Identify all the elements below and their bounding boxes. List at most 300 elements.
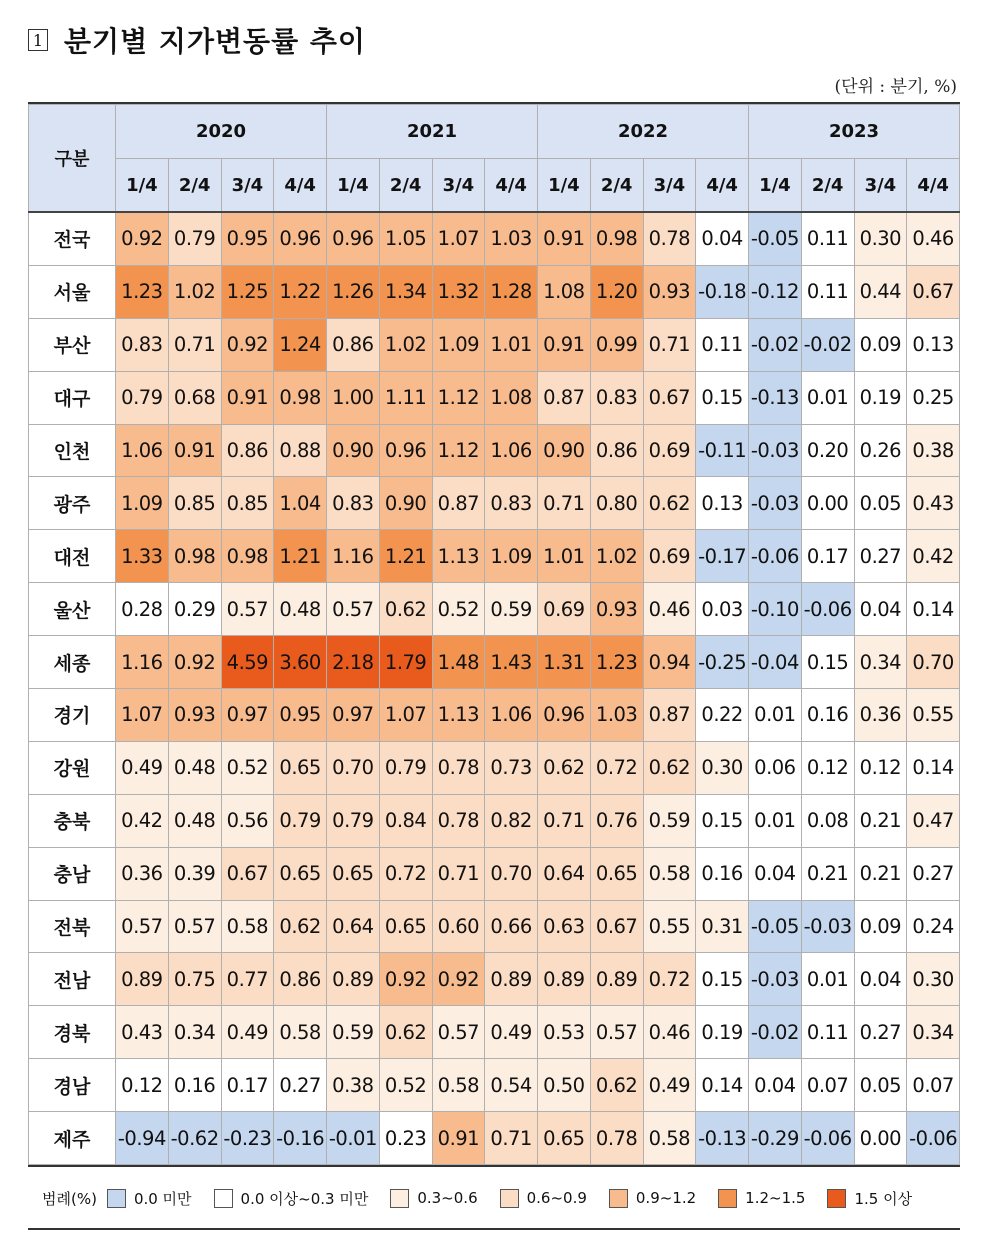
region-label: 충북: [29, 794, 116, 847]
value-cell: 0.71: [643, 318, 696, 371]
value-cell: 0.71: [168, 318, 221, 371]
region-label: 서울: [29, 265, 116, 318]
value-cell: 0.12: [801, 741, 854, 794]
legend-item: [500, 1189, 587, 1208]
value-cell: 0.05: [854, 1059, 907, 1112]
section-number-box: 1: [28, 29, 48, 51]
value-cell: 0.64: [327, 900, 380, 953]
value-cell: -0.03: [801, 900, 854, 953]
value-cell: -0.17: [696, 530, 749, 583]
region-label: 인천: [29, 424, 116, 477]
value-cell: 0.04: [749, 1059, 802, 1112]
value-cell: 0.13: [907, 318, 960, 371]
value-cell: 1.31: [538, 636, 591, 689]
value-cell: 0.96: [379, 424, 432, 477]
value-cell: 0.62: [538, 741, 591, 794]
value-cell: 1.22: [274, 265, 327, 318]
value-cell: -0.62: [168, 1112, 221, 1165]
legend-text: 1.5 이상: [854, 1189, 913, 1208]
value-cell: 0.70: [327, 741, 380, 794]
value-cell: -0.06: [801, 1112, 854, 1165]
value-cell: 0.46: [643, 1006, 696, 1059]
value-cell: 0.87: [432, 477, 485, 530]
quarter-header: 3/4: [854, 159, 907, 213]
value-cell: 0.91: [221, 371, 274, 424]
value-cell: 0.46: [907, 212, 960, 265]
value-cell: 0.57: [168, 900, 221, 953]
legend-text: 0.9~1.2: [635, 1189, 697, 1207]
region-label: 경남: [29, 1059, 116, 1112]
value-cell: 0.91: [538, 318, 591, 371]
value-cell: -0.02: [801, 318, 854, 371]
value-cell: 0.17: [221, 1059, 274, 1112]
quarter-header: 4/4: [485, 159, 538, 213]
quarter-header: 2/4: [801, 159, 854, 213]
data-table-wrapper: [28, 102, 960, 1167]
value-cell: 0.69: [643, 424, 696, 477]
value-cell: 0.49: [485, 1006, 538, 1059]
value-cell: 0.23: [379, 1112, 432, 1165]
value-cell: 0.62: [643, 477, 696, 530]
region-label: 세종: [29, 636, 116, 689]
value-cell: 0.86: [274, 953, 327, 1006]
value-cell: 0.05: [854, 477, 907, 530]
value-cell: 0.43: [907, 477, 960, 530]
value-cell: 0.65: [327, 847, 380, 900]
value-cell: 0.83: [327, 477, 380, 530]
value-cell: 0.89: [590, 953, 643, 1006]
value-cell: 0.38: [907, 424, 960, 477]
value-cell: 0.06: [749, 741, 802, 794]
value-cell: 0.65: [379, 900, 432, 953]
value-cell: 1.12: [432, 424, 485, 477]
value-cell: 0.99: [590, 318, 643, 371]
region-label: 충남: [29, 847, 116, 900]
value-cell: 0.39: [168, 847, 221, 900]
value-cell: 0.65: [274, 847, 327, 900]
value-cell: 1.07: [379, 689, 432, 742]
value-cell: -0.10: [749, 583, 802, 636]
value-cell: 0.64: [538, 847, 591, 900]
value-cell: 0.17: [801, 530, 854, 583]
value-cell: 0.49: [221, 1006, 274, 1059]
value-cell: 0.70: [485, 847, 538, 900]
table-row: [29, 741, 960, 794]
value-cell: 0.59: [643, 794, 696, 847]
table-row: [29, 794, 960, 847]
value-cell: -0.03: [749, 477, 802, 530]
value-cell: 1.13: [432, 689, 485, 742]
year-header: 2021: [327, 105, 538, 159]
table-row: [29, 265, 960, 318]
legend: [28, 1178, 960, 1218]
legend-text: 0.6~0.9: [526, 1189, 587, 1207]
value-cell: 0.21: [854, 847, 907, 900]
value-cell: 0.86: [327, 318, 380, 371]
value-cell: 0.89: [485, 953, 538, 1006]
value-cell: 1.24: [274, 318, 327, 371]
value-cell: 0.48: [274, 583, 327, 636]
value-cell: 0.77: [221, 953, 274, 1006]
quarter-header: 2/4: [168, 159, 221, 213]
value-cell: -0.06: [801, 583, 854, 636]
value-cell: 0.36: [116, 847, 169, 900]
value-cell: 0.83: [116, 318, 169, 371]
value-cell: 0.19: [854, 371, 907, 424]
value-cell: 0.30: [696, 741, 749, 794]
value-cell: 0.92: [432, 953, 485, 1006]
value-cell: 1.13: [432, 530, 485, 583]
value-cell: 0.71: [538, 794, 591, 847]
value-cell: 1.23: [116, 265, 169, 318]
region-label: 경기: [29, 689, 116, 742]
value-cell: 1.01: [538, 530, 591, 583]
value-cell: 0.03: [696, 583, 749, 636]
page-title: [28, 20, 366, 60]
value-cell: 0.15: [801, 636, 854, 689]
value-cell: 0.27: [907, 847, 960, 900]
legend-swatch: [718, 1189, 737, 1208]
value-cell: 0.21: [801, 847, 854, 900]
value-cell: 0.42: [907, 530, 960, 583]
value-cell: 0.71: [432, 847, 485, 900]
value-cell: 0.79: [116, 371, 169, 424]
value-cell: 3.60: [274, 636, 327, 689]
value-cell: 1.02: [590, 530, 643, 583]
value-cell: 0.48: [168, 794, 221, 847]
value-cell: 0.87: [538, 371, 591, 424]
value-cell: 1.34: [379, 265, 432, 318]
value-cell: 0.69: [643, 530, 696, 583]
value-cell: -0.11: [696, 424, 749, 477]
value-cell: 1.06: [485, 424, 538, 477]
value-cell: 0.57: [116, 900, 169, 953]
value-cell: 0.11: [696, 318, 749, 371]
value-cell: 0.97: [221, 689, 274, 742]
value-cell: 0.49: [643, 1059, 696, 1112]
value-cell: 0.98: [590, 212, 643, 265]
unit-note: (단위 : 분기, %): [834, 77, 957, 97]
legend-swatch: [214, 1189, 233, 1208]
value-cell: -0.12: [749, 265, 802, 318]
value-cell: 1.21: [274, 530, 327, 583]
value-cell: 0.67: [643, 371, 696, 424]
value-cell: 0.21: [854, 794, 907, 847]
value-cell: 4.59: [221, 636, 274, 689]
region-label: 울산: [29, 583, 116, 636]
value-cell: 0.78: [643, 212, 696, 265]
value-cell: 1.16: [116, 636, 169, 689]
value-cell: 0.04: [749, 847, 802, 900]
value-cell: 0.80: [590, 477, 643, 530]
legend-item: [107, 1188, 192, 1209]
value-cell: 1.26: [327, 265, 380, 318]
value-cell: 1.09: [485, 530, 538, 583]
value-cell: 0.34: [168, 1006, 221, 1059]
value-cell: 1.32: [432, 265, 485, 318]
value-cell: 0.91: [168, 424, 221, 477]
value-cell: 1.08: [485, 371, 538, 424]
region-label: 전국: [29, 212, 116, 265]
value-cell: 0.34: [854, 636, 907, 689]
value-cell: 0.68: [168, 371, 221, 424]
value-cell: 0.12: [116, 1059, 169, 1112]
value-cell: 2.18: [327, 636, 380, 689]
table-row: [29, 1059, 960, 1112]
value-cell: 0.91: [432, 1112, 485, 1165]
value-cell: 0.44: [854, 265, 907, 318]
value-cell: 0.79: [379, 741, 432, 794]
value-cell: -0.01: [327, 1112, 380, 1165]
value-cell: 0.62: [379, 583, 432, 636]
value-cell: 0.97: [327, 689, 380, 742]
legend-swatch: [107, 1189, 126, 1208]
value-cell: 0.20: [801, 424, 854, 477]
value-cell: 0.92: [379, 953, 432, 1006]
value-cell: 1.21: [379, 530, 432, 583]
value-cell: -0.13: [696, 1112, 749, 1165]
value-cell: 0.79: [168, 212, 221, 265]
value-cell: 0.66: [485, 900, 538, 953]
table-row: [29, 424, 960, 477]
value-cell: 1.43: [485, 636, 538, 689]
quarter-header-row: [29, 159, 960, 213]
value-cell: 0.01: [801, 953, 854, 1006]
value-cell: 0.57: [221, 583, 274, 636]
quarter-header: 1/4: [749, 159, 802, 213]
quarter-header: 4/4: [274, 159, 327, 213]
value-cell: 0.71: [538, 477, 591, 530]
value-cell: 0.89: [116, 953, 169, 1006]
value-cell: 0.98: [274, 371, 327, 424]
legend-text: 0.0 이상~0.3 미만: [240, 1189, 369, 1208]
value-cell: 0.14: [907, 583, 960, 636]
value-cell: -0.05: [749, 212, 802, 265]
value-cell: 0.71: [485, 1112, 538, 1165]
table-row: [29, 530, 960, 583]
value-cell: 0.00: [854, 1112, 907, 1165]
table-row: [29, 371, 960, 424]
value-cell: 0.16: [801, 689, 854, 742]
value-cell: 0.14: [696, 1059, 749, 1112]
value-cell: 0.14: [907, 741, 960, 794]
value-cell: 0.27: [274, 1059, 327, 1112]
bottom-rule: [28, 1228, 960, 1230]
value-cell: 0.07: [907, 1059, 960, 1112]
value-cell: 1.03: [590, 689, 643, 742]
value-cell: 0.49: [116, 741, 169, 794]
year-header: 2020: [116, 105, 327, 159]
value-cell: 0.96: [538, 689, 591, 742]
value-cell: -0.06: [907, 1112, 960, 1165]
value-cell: 1.25: [221, 265, 274, 318]
value-cell: 1.06: [116, 424, 169, 477]
value-cell: 0.96: [274, 212, 327, 265]
value-cell: 1.09: [116, 477, 169, 530]
legend-swatch: [390, 1189, 409, 1208]
value-cell: 0.98: [168, 530, 221, 583]
value-cell: 0.92: [221, 318, 274, 371]
value-cell: 0.84: [379, 794, 432, 847]
value-cell: -0.18: [696, 265, 749, 318]
table-row: [29, 1112, 960, 1165]
quarter-header: 2/4: [590, 159, 643, 213]
value-cell: 0.34: [907, 1006, 960, 1059]
value-cell: 0.50: [538, 1059, 591, 1112]
legend-swatch: [827, 1189, 846, 1208]
value-cell: 0.57: [327, 583, 380, 636]
quarter-header: 3/4: [432, 159, 485, 213]
value-cell: 0.70: [907, 636, 960, 689]
value-cell: 0.07: [801, 1059, 854, 1112]
value-cell: 0.87: [643, 689, 696, 742]
value-cell: 0.00: [801, 477, 854, 530]
legend-item: [609, 1189, 696, 1208]
value-cell: 0.78: [432, 741, 485, 794]
value-cell: 0.25: [907, 371, 960, 424]
value-cell: 0.52: [379, 1059, 432, 1112]
value-cell: 0.11: [801, 265, 854, 318]
region-label: 강원: [29, 741, 116, 794]
value-cell: 0.48: [168, 741, 221, 794]
value-cell: 0.58: [643, 847, 696, 900]
value-cell: 0.59: [485, 583, 538, 636]
value-cell: 0.85: [221, 477, 274, 530]
value-cell: 0.29: [168, 583, 221, 636]
value-cell: -0.06: [749, 530, 802, 583]
value-cell: -0.04: [749, 636, 802, 689]
year-header: 2023: [749, 105, 960, 159]
value-cell: 0.65: [274, 741, 327, 794]
value-cell: 1.12: [432, 371, 485, 424]
legend-text: 1.2~1.5: [745, 1189, 806, 1207]
value-cell: 0.96: [327, 212, 380, 265]
value-cell: 1.33: [116, 530, 169, 583]
land-price-table: [28, 104, 960, 1165]
value-cell: 1.04: [274, 477, 327, 530]
value-cell: 0.24: [907, 900, 960, 953]
value-cell: -0.13: [749, 371, 802, 424]
value-cell: 0.63: [538, 900, 591, 953]
value-cell: 0.12: [854, 741, 907, 794]
value-cell: 0.01: [749, 689, 802, 742]
quarter-header: 3/4: [221, 159, 274, 213]
value-cell: -0.23: [221, 1112, 274, 1165]
table-row: [29, 583, 960, 636]
value-cell: 0.22: [696, 689, 749, 742]
value-cell: 0.72: [590, 741, 643, 794]
title-text: 분기별 지가변동률 추이: [64, 25, 366, 58]
value-cell: 0.26: [854, 424, 907, 477]
value-cell: 0.42: [116, 794, 169, 847]
legend-item: [827, 1188, 912, 1209]
legend-item: [390, 1189, 477, 1208]
region-label: 제주: [29, 1112, 116, 1165]
value-cell: 0.04: [854, 583, 907, 636]
value-cell: 1.02: [379, 318, 432, 371]
value-cell: 0.65: [538, 1112, 591, 1165]
value-cell: 0.83: [590, 371, 643, 424]
region-label: 전북: [29, 900, 116, 953]
table-body: [29, 212, 960, 1165]
value-cell: -0.29: [749, 1112, 802, 1165]
value-cell: 0.93: [643, 265, 696, 318]
value-cell: 0.73: [485, 741, 538, 794]
table-row: [29, 1006, 960, 1059]
value-cell: 0.31: [696, 900, 749, 953]
value-cell: 0.62: [274, 900, 327, 953]
value-cell: 1.07: [116, 689, 169, 742]
value-cell: 0.36: [854, 689, 907, 742]
value-cell: 0.46: [643, 583, 696, 636]
table-row: [29, 847, 960, 900]
legend-swatch: [609, 1189, 628, 1208]
legend-swatch: [500, 1189, 519, 1208]
value-cell: 0.62: [643, 741, 696, 794]
value-cell: 0.59: [327, 1006, 380, 1059]
quarter-header: 3/4: [643, 159, 696, 213]
value-cell: 0.72: [379, 847, 432, 900]
value-cell: 0.85: [168, 477, 221, 530]
legend-text: 0.0 미만: [133, 1189, 192, 1208]
value-cell: 0.95: [274, 689, 327, 742]
value-cell: 0.58: [643, 1112, 696, 1165]
value-cell: 1.11: [379, 371, 432, 424]
value-cell: -0.25: [696, 636, 749, 689]
value-cell: 0.04: [854, 953, 907, 1006]
corner-label: 구분: [29, 105, 116, 213]
value-cell: 0.82: [485, 794, 538, 847]
value-cell: 0.52: [221, 741, 274, 794]
value-cell: 0.65: [590, 847, 643, 900]
value-cell: 1.01: [485, 318, 538, 371]
value-cell: -0.05: [749, 900, 802, 953]
value-cell: 0.67: [590, 900, 643, 953]
year-header: 2022: [538, 105, 749, 159]
value-cell: 0.94: [643, 636, 696, 689]
value-cell: 0.60: [432, 900, 485, 953]
value-cell: 1.79: [379, 636, 432, 689]
value-cell: 0.09: [854, 318, 907, 371]
value-cell: 1.28: [485, 265, 538, 318]
value-cell: 0.75: [168, 953, 221, 1006]
value-cell: 0.86: [590, 424, 643, 477]
value-cell: 0.47: [907, 794, 960, 847]
value-cell: 0.93: [168, 689, 221, 742]
value-cell: 0.04: [696, 212, 749, 265]
value-cell: 0.88: [274, 424, 327, 477]
value-cell: 0.62: [379, 1006, 432, 1059]
table-row: [29, 953, 960, 1006]
value-cell: 0.55: [907, 689, 960, 742]
legend-label: 범례(%): [42, 1189, 97, 1208]
value-cell: 0.93: [590, 583, 643, 636]
table-row: [29, 689, 960, 742]
region-label: 대전: [29, 530, 116, 583]
value-cell: -0.16: [274, 1112, 327, 1165]
year-header-row: [29, 105, 960, 159]
value-cell: 0.79: [274, 794, 327, 847]
value-cell: 0.16: [168, 1059, 221, 1112]
value-cell: 0.72: [643, 953, 696, 1006]
value-cell: 0.91: [538, 212, 591, 265]
value-cell: -0.03: [749, 424, 802, 477]
value-cell: -0.03: [749, 953, 802, 1006]
value-cell: 0.90: [327, 424, 380, 477]
value-cell: 0.62: [590, 1059, 643, 1112]
value-cell: 0.79: [327, 794, 380, 847]
value-cell: 1.03: [485, 212, 538, 265]
